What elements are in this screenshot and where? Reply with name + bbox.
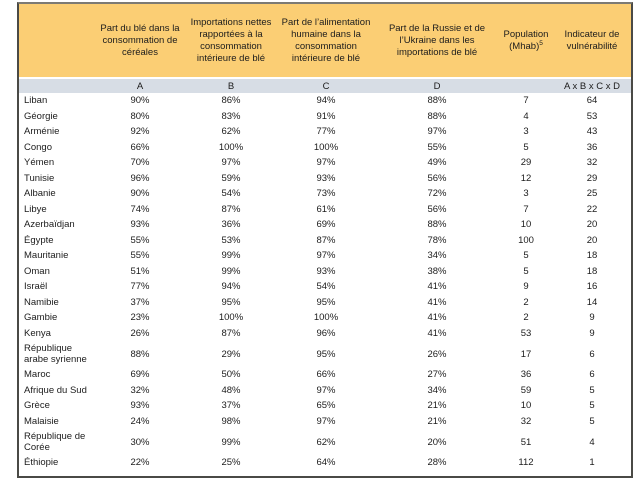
value-cell: 3 xyxy=(523,126,529,138)
value-cell: 74% xyxy=(130,203,150,215)
value-cell: 73% xyxy=(316,188,336,200)
value-cell: 17 xyxy=(520,348,532,360)
value-cell: 91% xyxy=(316,110,336,122)
value-cell: 77% xyxy=(316,126,336,138)
value-cell: 62% xyxy=(221,126,241,138)
value-cell: 90% xyxy=(130,95,150,107)
value-cell: 12 xyxy=(520,172,532,184)
header-col-c xyxy=(277,4,375,78)
value-cell: 53% xyxy=(221,234,241,246)
value-cell: 6 xyxy=(589,348,595,360)
table-header xyxy=(19,4,631,93)
header-row xyxy=(19,4,631,78)
table-row xyxy=(19,326,631,342)
header-col-b-label: Importations nettes rapportées à la consommation intérieure de blé xyxy=(190,16,272,64)
value-cell: 62% xyxy=(316,436,336,448)
country-cell: Libye xyxy=(24,203,47,215)
value-cell: 50% xyxy=(221,369,241,381)
value-cell: 88% xyxy=(427,219,447,231)
table-row xyxy=(19,264,631,280)
value-cell: 66% xyxy=(316,369,336,381)
value-cell: 56% xyxy=(427,172,447,184)
subheader-country xyxy=(19,78,95,93)
value-cell: 78% xyxy=(427,234,447,246)
table-row xyxy=(19,202,631,218)
value-cell: 29% xyxy=(221,348,241,360)
country-cell: Afrique du Sud xyxy=(24,384,87,396)
value-cell: 48% xyxy=(221,384,241,396)
value-cell: 9 xyxy=(589,312,595,324)
table-row xyxy=(19,109,631,125)
table-row xyxy=(19,155,631,171)
value-cell: 5 xyxy=(523,250,529,262)
value-cell: 51 xyxy=(520,436,532,448)
value-cell: 21% xyxy=(427,415,447,427)
header-indicator-label: Indicateur de vulnérabilité xyxy=(564,28,620,52)
value-cell: 32 xyxy=(586,157,598,169)
value-cell: 7 xyxy=(523,203,529,215)
value-cell: 99% xyxy=(221,265,241,277)
country-cell: République de Corée xyxy=(24,431,86,453)
value-cell: 55% xyxy=(130,234,150,246)
value-cell: 29 xyxy=(520,157,532,169)
country-cell: Israël xyxy=(24,281,48,293)
value-cell: 16 xyxy=(586,281,598,293)
country-cell: Maroc xyxy=(24,369,51,381)
value-cell: 100% xyxy=(313,141,339,153)
table-row xyxy=(19,367,631,383)
value-cell: 38% xyxy=(427,265,447,277)
value-cell: 55% xyxy=(427,141,447,153)
table-row xyxy=(19,171,631,187)
value-cell: 5 xyxy=(523,265,529,277)
value-cell: 61% xyxy=(316,203,336,215)
value-cell: 9 xyxy=(589,327,595,339)
value-cell: 36 xyxy=(520,369,532,381)
subheader-row xyxy=(19,78,631,93)
table-row xyxy=(19,429,631,455)
value-cell: 23% xyxy=(130,312,150,324)
value-cell: 53 xyxy=(586,110,598,122)
value-cell: 97% xyxy=(221,157,241,169)
country-cell: Kenya xyxy=(24,327,51,339)
country-cell: Éthiopie xyxy=(24,457,59,469)
value-cell: 93% xyxy=(130,219,150,231)
value-cell: 5 xyxy=(589,384,595,396)
country-cell: Égypte xyxy=(24,234,54,246)
value-cell: 20 xyxy=(586,234,598,246)
value-cell: 66% xyxy=(130,141,150,153)
table-row xyxy=(19,93,631,109)
header-col-d xyxy=(375,4,499,78)
value-cell: 69% xyxy=(130,369,150,381)
table-row xyxy=(19,140,631,156)
table-row xyxy=(19,398,631,414)
table-row xyxy=(19,455,631,471)
value-cell: 51% xyxy=(130,265,150,277)
value-cell: 59 xyxy=(520,384,532,396)
value-cell: 88% xyxy=(427,110,447,122)
value-cell: 112 xyxy=(518,457,534,469)
value-cell: 97% xyxy=(316,250,336,262)
value-cell: 25 xyxy=(586,188,598,200)
country-cell: Oman xyxy=(24,265,50,277)
value-cell: 7 xyxy=(523,95,529,107)
value-cell: 30% xyxy=(130,436,150,448)
header-indicator xyxy=(553,4,631,78)
value-cell: 93% xyxy=(130,400,150,412)
value-cell: 86% xyxy=(221,95,241,107)
value-cell: 32 xyxy=(520,415,532,427)
value-cell: 41% xyxy=(427,327,447,339)
value-cell: 5 xyxy=(523,141,529,153)
value-cell: 36% xyxy=(221,219,241,231)
value-cell: 25% xyxy=(221,457,241,469)
country-cell: Namibie xyxy=(24,296,59,308)
country-cell: Azerbaïdjan xyxy=(24,219,75,231)
value-cell: 18 xyxy=(586,265,598,277)
value-cell: 100% xyxy=(313,312,339,324)
table-body xyxy=(19,93,631,471)
value-cell: 98% xyxy=(221,415,241,427)
table-row xyxy=(19,124,631,140)
value-cell: 97% xyxy=(316,157,336,169)
value-cell: 80% xyxy=(130,110,150,122)
subheader-d: D xyxy=(375,78,499,93)
table-row xyxy=(19,341,631,367)
header-country xyxy=(19,4,95,78)
vulnerability-table-container xyxy=(17,2,633,478)
value-cell: 94% xyxy=(316,95,336,107)
value-cell: 64% xyxy=(316,457,336,469)
value-cell: 24% xyxy=(130,415,150,427)
value-cell: 56% xyxy=(427,203,447,215)
country-cell: Congo xyxy=(24,141,52,153)
country-cell: Gambie xyxy=(24,312,58,324)
value-cell: 69% xyxy=(316,219,336,231)
population-footnote-marker: 5 xyxy=(539,39,543,47)
country-cell: Arménie xyxy=(24,126,60,138)
value-cell: 10 xyxy=(520,400,532,412)
country-cell: Yémen xyxy=(24,157,55,169)
value-cell: 94% xyxy=(221,281,241,293)
table-row xyxy=(19,217,631,233)
value-cell: 43 xyxy=(586,126,598,138)
value-cell: 41% xyxy=(427,296,447,308)
subheader-c: C xyxy=(277,78,375,93)
value-cell: 64 xyxy=(586,95,598,107)
value-cell: 32% xyxy=(130,384,150,396)
value-cell: 28% xyxy=(427,457,447,469)
header-col-d-label: Part de la Russie et de l’Ukraine dans les importations de blé xyxy=(388,22,486,58)
country-cell: Liban xyxy=(24,95,48,107)
value-cell: 10 xyxy=(520,219,532,231)
value-cell: 9 xyxy=(523,281,529,293)
value-cell: 4 xyxy=(589,436,595,448)
value-cell: 20 xyxy=(586,219,598,231)
value-cell: 88% xyxy=(427,95,447,107)
table-row xyxy=(19,383,631,399)
value-cell: 54% xyxy=(316,281,336,293)
value-cell: 26% xyxy=(427,348,447,360)
value-cell: 26% xyxy=(130,327,150,339)
value-cell: 18 xyxy=(586,250,598,262)
table-row xyxy=(19,414,631,430)
value-cell: 5 xyxy=(589,400,595,412)
value-cell: 6 xyxy=(589,369,595,381)
value-cell: 72% xyxy=(427,188,447,200)
value-cell: 2 xyxy=(523,296,529,308)
value-cell: 96% xyxy=(316,327,336,339)
value-cell: 95% xyxy=(316,296,336,308)
subheader-a: A xyxy=(95,78,185,93)
country-cell: Albanie xyxy=(24,188,56,200)
value-cell: 41% xyxy=(427,281,447,293)
value-cell: 100% xyxy=(218,312,244,324)
table-row xyxy=(19,310,631,326)
country-cell: Tunisie xyxy=(24,172,55,184)
value-cell: 65% xyxy=(316,400,336,412)
value-cell: 4 xyxy=(523,110,529,122)
value-cell: 97% xyxy=(316,384,336,396)
value-cell: 100 xyxy=(518,234,534,246)
value-cell: 20% xyxy=(427,436,447,448)
table-row xyxy=(19,186,631,202)
value-cell: 87% xyxy=(221,203,241,215)
country-cell: Grèce xyxy=(24,400,50,412)
subheader-population xyxy=(499,78,553,93)
value-cell: 27% xyxy=(427,369,447,381)
value-cell: 95% xyxy=(316,348,336,360)
value-cell: 49% xyxy=(427,157,447,169)
header-col-a xyxy=(95,4,185,78)
value-cell: 99% xyxy=(221,436,241,448)
value-cell: 22% xyxy=(130,457,150,469)
value-cell: 2 xyxy=(523,312,529,324)
value-cell: 87% xyxy=(316,234,336,246)
value-cell: 100% xyxy=(218,141,244,153)
value-cell: 37% xyxy=(130,296,150,308)
subheader-b: B xyxy=(185,78,277,93)
value-cell: 70% xyxy=(130,157,150,169)
value-cell: 97% xyxy=(427,126,447,138)
header-population-label: Population (Mhab) xyxy=(503,28,549,52)
vulnerability-table xyxy=(19,4,631,471)
value-cell: 93% xyxy=(316,172,336,184)
value-cell: 1 xyxy=(589,457,595,469)
header-col-b xyxy=(185,4,277,78)
value-cell: 3 xyxy=(523,188,529,200)
value-cell: 22 xyxy=(586,203,598,215)
value-cell: 14 xyxy=(586,296,598,308)
value-cell: 95% xyxy=(221,296,241,308)
value-cell: 83% xyxy=(221,110,241,122)
value-cell: 29 xyxy=(586,172,598,184)
value-cell: 55% xyxy=(130,250,150,262)
header-col-c-label: Part de l’alimentation humaine dans la consommation intérieure de blé xyxy=(281,16,371,64)
subheader-formula: A x B x C x D xyxy=(553,78,631,93)
value-cell: 53 xyxy=(520,327,532,339)
value-cell: 99% xyxy=(221,250,241,262)
country-cell: Mauritanie xyxy=(24,250,69,262)
table-row xyxy=(19,233,631,249)
value-cell: 41% xyxy=(427,312,447,324)
value-cell: 54% xyxy=(221,188,241,200)
table-row xyxy=(19,295,631,311)
table-row xyxy=(19,279,631,295)
header-population xyxy=(499,4,553,78)
country-cell: Malaisie xyxy=(24,415,59,427)
value-cell: 34% xyxy=(427,384,447,396)
value-cell: 5 xyxy=(589,415,595,427)
value-cell: 36 xyxy=(586,141,598,153)
header-col-a-label: Part du blé dans la consommation de céréales xyxy=(100,22,180,58)
value-cell: 34% xyxy=(427,250,447,262)
value-cell: 37% xyxy=(221,400,241,412)
value-cell: 88% xyxy=(130,348,150,360)
value-cell: 96% xyxy=(130,172,150,184)
value-cell: 93% xyxy=(316,265,336,277)
value-cell: 97% xyxy=(316,415,336,427)
value-cell: 90% xyxy=(130,188,150,200)
value-cell: 21% xyxy=(427,400,447,412)
value-cell: 92% xyxy=(130,126,150,138)
value-cell: 59% xyxy=(221,172,241,184)
country-cell: Géorgie xyxy=(24,110,58,122)
value-cell: 77% xyxy=(130,281,150,293)
country-cell: République arabe syrienne xyxy=(24,343,87,365)
table-row xyxy=(19,248,631,264)
value-cell: 87% xyxy=(221,327,241,339)
